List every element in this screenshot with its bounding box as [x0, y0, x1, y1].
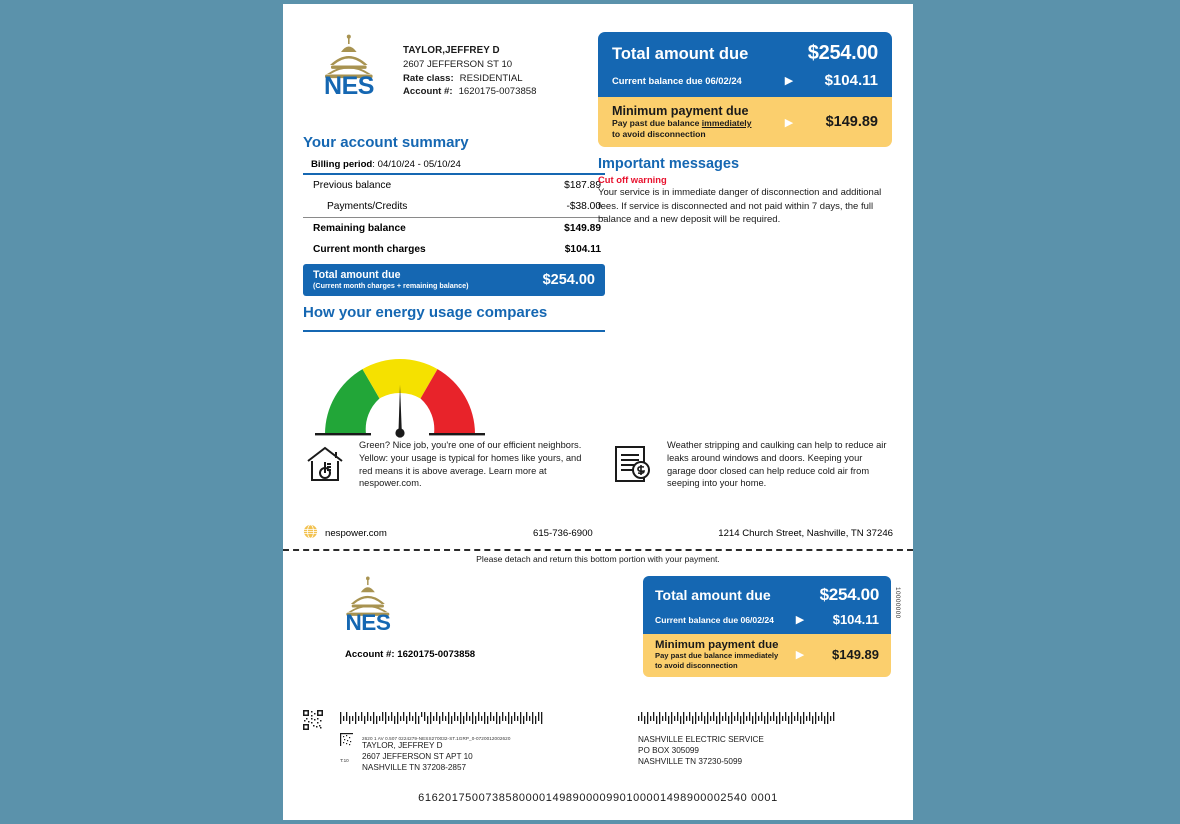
remit-barcode — [638, 710, 848, 726]
mail-recipient-name: TAYLOR, JEFFREY D — [362, 741, 443, 750]
stub-current-balance-label: Current balance due 06/02/24 — [655, 614, 774, 625]
tip-weatherization — [611, 439, 893, 490]
rate-class-row — [403, 72, 536, 86]
billing-period-label: Billing period — [311, 159, 373, 170]
stub-minimum-payment-value: $149.89 — [832, 647, 879, 663]
table-row — [303, 175, 605, 196]
remit-city-state-zip: NASHVILLE TN 37230-5099 — [638, 756, 743, 766]
energy-divider — [303, 330, 605, 332]
stub-total-due-value: $254.00 — [819, 585, 879, 604]
document-dollar-icon — [611, 439, 657, 490]
svg-text:NES: NES — [324, 72, 374, 96]
arrow-right-icon: ▶ — [784, 75, 794, 87]
energy-gauge — [313, 356, 605, 449]
important-messages-title: Important messages — [598, 156, 740, 172]
gauge-graphic — [313, 356, 488, 444]
globe-icon — [303, 524, 318, 542]
phone-number: 615-736-6900 — [533, 527, 593, 539]
stub-minimum-payment-label: Minimum payment due — [655, 639, 779, 651]
customer-address: 2607 JEFFERSON ST 10 — [403, 58, 513, 70]
minimum-payment-note — [612, 118, 772, 140]
total-due-value: $254.00 — [807, 42, 878, 64]
remaining-balance-value: $149.89 — [564, 223, 601, 234]
min-note-emphasis: immediately — [701, 118, 752, 128]
svg-text:NES: NES — [345, 610, 391, 632]
mailing-address-block — [340, 710, 590, 774]
mail-city-state-zip: NASHVILLE TN 37208-2857 — [362, 762, 467, 772]
intelligent-mail-barcode — [340, 710, 555, 726]
account-summary-section — [303, 134, 605, 296]
cutoff-warning-body: Your service is in immediate danger of disconnection and additional fees. If service is disconnected and not paid within 7 days, the full balance and a new deposit will be required. — [598, 187, 882, 226]
stub-arrow-right-icon: ▶ — [795, 614, 805, 626]
stub-min-note-a: Pay past due balance — [655, 651, 735, 660]
summary-total-note: (Current month charges + remaining balance) — [313, 281, 469, 290]
tip-efficiency-text: Green? Nice job, you're one of our efficient neighbors. Yellow: your usage is typical for homes like yours, and red means it is above average. Learn more at nespower.com. — [359, 440, 582, 489]
stub-logo-graphic — [328, 576, 408, 632]
stub-side-number: 10000000 — [894, 587, 901, 619]
table-row — [303, 196, 605, 217]
tip-weatherization-text: Weather stripping and caulking can help to reduce air leaks around windows and doors. Keeping your garage door closed can help reduce cold air from seeping into your home. — [667, 440, 887, 489]
remaining-balance-label: Remaining balance — [313, 223, 406, 234]
nes-logo-graphic — [305, 34, 393, 96]
mail-datamatrix-code — [340, 733, 353, 751]
contact-row — [303, 524, 893, 542]
billing-period-value: : 04/10/24 - 05/10/24 — [372, 159, 461, 170]
qr-code — [303, 710, 323, 735]
table-row — [303, 218, 605, 239]
company-address: 1214 Church Street, Nashville, TN 37246 — [718, 527, 893, 539]
stub-total-due-label: Total amount due — [655, 587, 771, 603]
arrow-right-icon-gold: ▶ — [784, 116, 794, 129]
energy-usage-title: How your energy usage compares — [303, 304, 548, 321]
current-month-charges-label: Current month charges — [313, 244, 426, 255]
remit-company: NASHVILLE ELECTRIC SERVICE — [638, 735, 764, 744]
previous-balance-value: $187.89 — [564, 180, 601, 191]
bill-header — [305, 34, 605, 114]
detach-line — [283, 549, 913, 551]
total-due-label: Total amount due — [612, 45, 749, 63]
nes-logo — [305, 34, 393, 114]
account-number-label: Account #: — [403, 86, 453, 98]
website-link[interactable]: nespower.com — [325, 527, 387, 539]
current-month-charges-value: $104.11 — [564, 244, 601, 255]
important-messages-section — [598, 156, 888, 227]
remittance-address-block — [638, 710, 868, 768]
stub-nes-logo — [328, 576, 438, 637]
stub-min-note-c: to avoid disconnection — [655, 660, 738, 670]
endorsement-code: 2620 1 AV 0.507 0224279-NESS270032-ST.1GRP_0-0720012002620 — [362, 736, 511, 741]
total-due-panel — [598, 32, 892, 97]
account-number-row — [403, 85, 536, 99]
house-thermometer-icon — [303, 439, 349, 490]
stub-current-balance-value: $104.11 — [832, 612, 879, 627]
cutoff-warning-label: Cut off warning — [598, 174, 667, 185]
billing-period — [311, 159, 605, 170]
summary-total-label: Total amount due — [313, 269, 401, 281]
mail-tray-code: T:10 — [340, 758, 349, 763]
amount-due-box — [598, 32, 892, 147]
summary-total-value: $254.00 — [542, 271, 595, 288]
minimum-payment-panel — [598, 97, 892, 147]
rate-class-value: RESIDENTIAL — [459, 72, 523, 84]
previous-balance-label: Previous balance — [313, 180, 392, 191]
min-note-c: to avoid disconnection — [612, 129, 706, 140]
account-number-value: 1620175-0073858 — [458, 86, 537, 98]
current-balance-value: $104.11 — [824, 72, 878, 89]
stub-minimum-payment-note — [655, 651, 783, 671]
ocr-scanline: 6162017500738580000149890000990100001498900002540 0001 — [418, 792, 778, 804]
stub-amount-due-box — [643, 576, 891, 677]
table-row — [303, 239, 605, 260]
stub-min-note-b: immediately — [734, 651, 779, 660]
tip-efficiency — [303, 439, 585, 490]
mail-street: 2607 JEFFERSON ST APT 10 — [362, 751, 473, 761]
account-summary-title: Your account summary — [303, 134, 469, 151]
energy-tips — [303, 439, 893, 490]
min-note-a: Pay past due balance — [612, 118, 702, 128]
payments-credits-label: Payments/Credits — [327, 201, 408, 212]
stub-arrow-right-icon-gold: ▶ — [795, 649, 805, 662]
remit-pobox: PO BOX 305099 — [638, 745, 699, 755]
current-balance-label: Current balance due 06/02/24 — [612, 75, 742, 86]
energy-usage-section — [303, 304, 605, 449]
summary-total-bar — [303, 264, 605, 296]
stub-total-due-panel — [643, 576, 891, 634]
minimum-payment-value: $149.89 — [825, 114, 878, 131]
stub-minimum-payment-panel — [643, 634, 891, 677]
payments-credits-value: -$38.00 — [566, 201, 601, 212]
minimum-payment-label: Minimum payment due — [612, 104, 749, 118]
stub-account-number: Account #: 1620175-0073858 — [345, 649, 476, 660]
detach-note: Please detach and return this bottom portion with your payment. — [476, 554, 720, 564]
rate-class-label: Rate class: — [403, 72, 454, 84]
bill-page — [283, 4, 913, 820]
gauge-hub — [395, 428, 404, 437]
customer-name: TAYLOR,JEFFREY D — [403, 45, 500, 56]
